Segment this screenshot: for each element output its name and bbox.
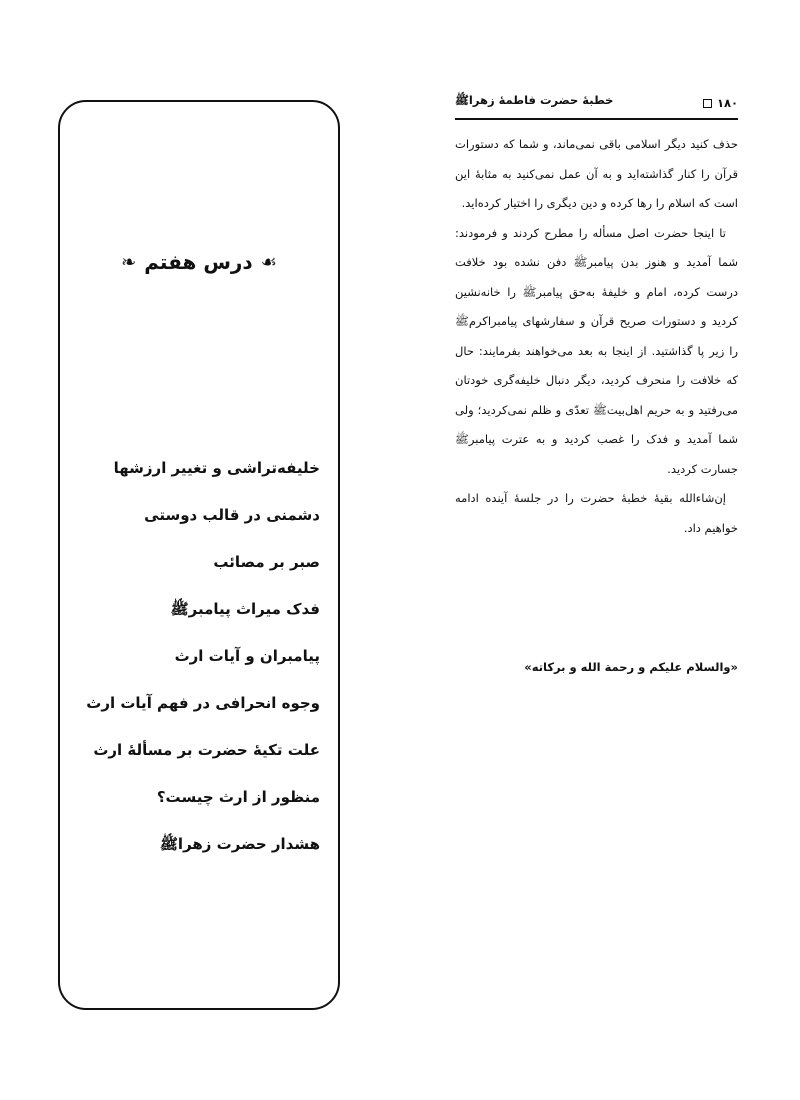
ornament-right-icon: ☙	[260, 251, 277, 273]
header-rule	[455, 118, 738, 120]
closing-salutation: «والسلام علیکم و رحمة الله و برکاته»	[524, 660, 738, 674]
lesson-frame	[58, 100, 340, 1010]
paragraph: حذف کنید دیگر اسلامی باقی نمی‌ماند، و شما که دستورات قرآن را کنار گذاشته‌اید و به آن عمل نمی‌کنید به مثابهٔ این است که اسلام را رها کرده و دین دیگری را اختیار کرده‌اید.	[455, 137, 738, 210]
running-title: خطبهٔ حضرت فاطمهٔ زهراﷺ	[455, 93, 614, 107]
topic-item: پیامبران و آیات ارث	[174, 647, 320, 665]
topic-item: فدک میراث پیامبرﷺ	[170, 600, 320, 618]
topic-list	[78, 458, 320, 881]
page-header	[455, 86, 738, 110]
topic-item: وجوه انحرافی در فهم آیات ارث	[86, 694, 320, 712]
topic-item: منظور از ارث چیست؟	[156, 788, 320, 806]
body-text	[455, 130, 738, 543]
topic-item: هشدار حضرت زهراﷺ	[159, 835, 320, 853]
paragraph: تا اینجا حضرت اصل مسأله را مطرح کردند و فرمودند: شما آمدید و هنوز بدن پیامبرﷺ دفن نشده بود خلافت درست کرده، امام و خلیفهٔ به‌حق پیامبرﷺ را خانه‌نشین کردید و دستورات صریح قرآن و سفارشهای پیامبراکرمﷺ را زیر پا گذاشتید. از اینجا به بعد می‌خواهند بفرمایند: حال که خلافت را منحرف کردید، دیگر دنبال خلیفه‌گری خودتان می‌رفتید و به حریم اهل‌بیتﷺ تعدّی و ظلم نمی‌کردید؛ ولی شما آمدید و فدک را غصب کردید و به عترت پیامبرﷺ جسارت کردید.	[455, 225, 738, 476]
lesson-title: درس هفتم	[144, 250, 253, 274]
square-icon	[703, 99, 712, 108]
page-number: ۱۸۰	[716, 96, 738, 110]
topic-item: علت تکیهٔ حضرت بر مسألهٔ ارث	[93, 741, 320, 759]
paragraph: إن‌شاءالله بقیهٔ خطبهٔ حضرت را در جلسهٔ آینده ادامه خواهیم داد.	[455, 491, 738, 535]
ornament-left-icon: ❧	[121, 251, 137, 273]
topic-item: دشمنی در قالب دوستی	[144, 506, 320, 524]
lesson-title-row	[60, 250, 338, 274]
topic-item: خلیفه‌تراشی و تغییر ارزشها	[113, 459, 320, 477]
page-number-group	[703, 96, 738, 110]
topic-item: صبر بر مصائب	[213, 553, 320, 571]
